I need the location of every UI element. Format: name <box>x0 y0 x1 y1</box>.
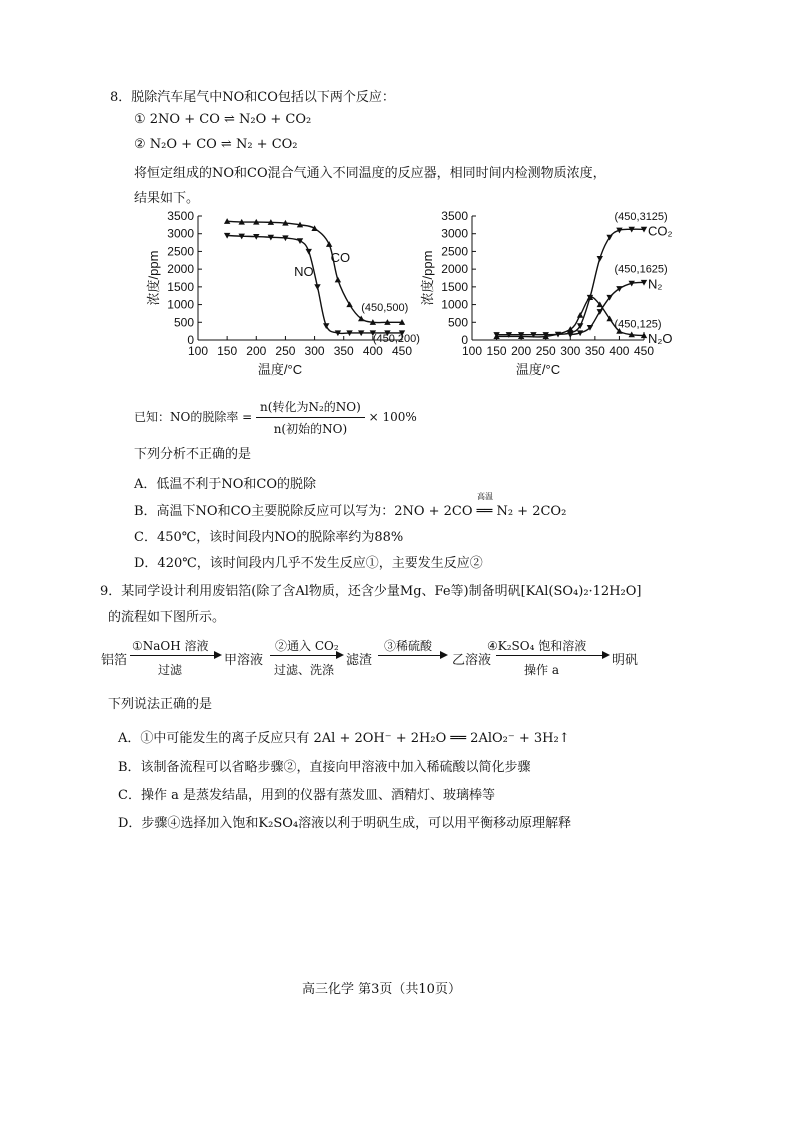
data-point <box>346 301 352 307</box>
x-tick-label: 400 <box>362 344 383 358</box>
y-tick-label: 1000 <box>167 297 194 312</box>
x-tick-label: 200 <box>511 344 532 358</box>
data-point <box>597 309 603 315</box>
formula-denominator: n(初始的NO) <box>273 422 348 436</box>
x-tick-label: 450 <box>633 344 655 358</box>
data-point <box>306 249 312 255</box>
x-tick-label: 300 <box>560 344 581 358</box>
x-tick-label: 250 <box>535 344 556 358</box>
chart-right <box>410 200 705 395</box>
annotation-co-end: (450,500) <box>361 301 409 314</box>
x-axis-label: 温度/°C <box>515 362 561 377</box>
y-tick-label: 3000 <box>167 226 194 241</box>
flow-step1-reagent: ①NaOH 溶液 <box>132 639 209 653</box>
y-tick-label: 500 <box>447 315 468 330</box>
q8-option-c[interactable]: C．450℃，该时间段内NO的脱除率约为88% <box>134 530 404 545</box>
x-tick-label: 200 <box>246 344 267 358</box>
chart-right-svg <box>410 200 705 395</box>
page-footer: 高三化学 第3页（共10页） <box>302 982 461 997</box>
x-tick-label: 100 <box>461 344 483 358</box>
flow-arrow-3-line <box>378 655 440 656</box>
chart-left <box>130 200 420 395</box>
data-point <box>597 256 603 262</box>
flow-step2-reagent: ②通入 CO₂ <box>275 639 339 653</box>
flow-step4-operation: 操作 a <box>524 663 559 677</box>
q9-stem-line1: 9．某同学设计利用废铝箔(除了含Al物质，还含少量Mg、Fe等)制备明矾[KAl(SO₄)₂·12H₂O] <box>100 584 642 599</box>
q9-option-a[interactable]: A．①中可能发生的离子反应只有 2Al + 2OH⁻ + 2H₂O ══ 2AlO₂⁻ + 3H₂↑ <box>118 731 570 746</box>
q8-option-a[interactable]: A．低温不利于NO和CO的脱除 <box>134 477 317 492</box>
q8-question: 下列分析不正确的是 <box>134 447 252 462</box>
flow-end: 明矾 <box>612 653 639 668</box>
y-tick-label: 0 <box>187 333 194 347</box>
y-tick-label: 2000 <box>441 262 468 277</box>
y-tick-label: 1500 <box>167 279 194 294</box>
flow-step1-operation: 过滤 <box>158 663 183 677</box>
flow-arrow-4-head <box>602 651 610 659</box>
q8-description-line2: 结果如下。 <box>134 191 200 206</box>
q8-stem: 8．脱除汽车尾气中NO和CO包括以下两个反应： <box>110 90 395 105</box>
data-point <box>314 284 320 290</box>
series-label-n2: N₂ <box>648 276 663 292</box>
flow-start: 铝箔 <box>101 653 128 668</box>
q8-option-b[interactable]: B．高温下NO和CO主要脱除反应可以写为：2NO + 2CO ══ N₂ + 2CO₂ <box>134 504 567 519</box>
flow-arrow-1-line <box>130 655 214 656</box>
data-point <box>297 238 303 244</box>
series-label-n2o: N₂O <box>648 330 673 346</box>
flow-intermediate-2: 滤渣 <box>346 653 373 668</box>
flow-arrow-2-line <box>270 655 336 656</box>
x-tick-label: 300 <box>304 344 325 358</box>
q8-reaction-1: ① 2NO + CO ⇌ N₂O + CO₂ <box>134 112 312 127</box>
flow-arrow-2-head <box>336 651 344 659</box>
q9-option-d[interactable]: D．步骤④选择加入饱和K₂SO₄溶液以利于明矾生成，可以用平衡移动原理解释 <box>118 816 572 831</box>
y-tick-label: 500 <box>173 315 194 330</box>
annotation-co2-end: (450,3125) <box>614 211 668 223</box>
y-tick-label: 2000 <box>167 262 194 277</box>
y-tick-label: 1500 <box>441 279 468 294</box>
x-tick-label: 350 <box>584 344 605 358</box>
y-tick-label: 3500 <box>167 209 194 223</box>
q8-description-line1: 将恒定组成的NO和CO混合气通入不同温度的反应器，相同时间内检测物质浓度， <box>134 166 606 181</box>
x-tick-label: 150 <box>486 344 507 358</box>
data-point <box>323 323 329 329</box>
flow-arrow-3-head <box>440 651 448 659</box>
removal-rate-formula <box>134 398 417 437</box>
q9-option-b[interactable]: B．该制备流程可以省略步骤②，直接向甲溶液中加入稀硫酸以简化步骤 <box>118 760 531 775</box>
annotation-no-end: (450,200) <box>372 332 420 345</box>
chart-left-svg <box>130 200 420 395</box>
y-axis-label: 浓度/ppm <box>146 250 161 306</box>
q9-stem-line2: 的流程如下图所示。 <box>108 610 226 625</box>
flow-step2-operation: 过滤、洗涤 <box>274 663 335 677</box>
x-tick-label: 250 <box>275 344 296 358</box>
formula-suffix: × 100% <box>368 410 417 424</box>
series-label-co2: CO₂ <box>648 223 673 239</box>
q9-option-c[interactable]: C．操作 a 是蒸发结晶，用到的仪器有蒸发皿、酒精灯、玻璃棒等 <box>118 788 495 803</box>
y-tick-label: 1000 <box>441 297 468 312</box>
y-tick-label: 2500 <box>167 244 194 259</box>
q8-reaction-2: ② N₂O + CO ⇌ N₂ + CO₂ <box>134 137 298 152</box>
annotation-n2-end: (450,1625) <box>614 263 668 276</box>
flow-intermediate-3: 乙溶液 <box>452 653 492 668</box>
data-point <box>577 312 583 318</box>
flow-intermediate-1: 甲溶液 <box>224 653 264 668</box>
q8-option-d[interactable]: D．420℃，该时间段内几乎不发生反应①，主要发生反应② <box>134 556 483 571</box>
flow-step4-reagent: ④K₂SO₄ 饱和溶液 <box>487 639 587 653</box>
data-point <box>311 225 317 231</box>
x-tick-label: 150 <box>217 344 238 358</box>
y-tick-label: 2500 <box>441 244 468 259</box>
series-label-no: NO <box>294 264 314 280</box>
data-point <box>335 277 341 283</box>
flow-arrow-4-line <box>496 655 602 656</box>
formula-fraction <box>256 398 365 437</box>
x-tick-label: 450 <box>391 344 413 358</box>
annotation-n2o-end: (450,125) <box>614 318 662 331</box>
y-tick-label: 3500 <box>441 209 468 223</box>
y-tick-label: 0 <box>461 333 468 347</box>
formula-numerator: n(转化为N₂的NO) <box>256 398 365 418</box>
x-tick-label: 400 <box>609 344 630 358</box>
data-point <box>326 241 332 247</box>
y-axis-label: 浓度/ppm <box>420 250 435 306</box>
series-label-co: CO <box>330 250 351 266</box>
q8-option-b-condition: 高温 <box>477 492 493 501</box>
flow-step3-reagent: ③稀硫酸 <box>384 639 433 653</box>
x-tick-label: 100 <box>187 344 209 358</box>
x-tick-label: 350 <box>333 344 354 358</box>
flow-arrow-1-head <box>214 651 222 659</box>
y-tick-label: 3000 <box>441 226 468 241</box>
formula-prefix: 已知：NO的脱除率 = <box>134 410 253 424</box>
x-axis-label: 温度/°C <box>257 362 303 377</box>
q9-question: 下列说法正确的是 <box>108 697 213 712</box>
